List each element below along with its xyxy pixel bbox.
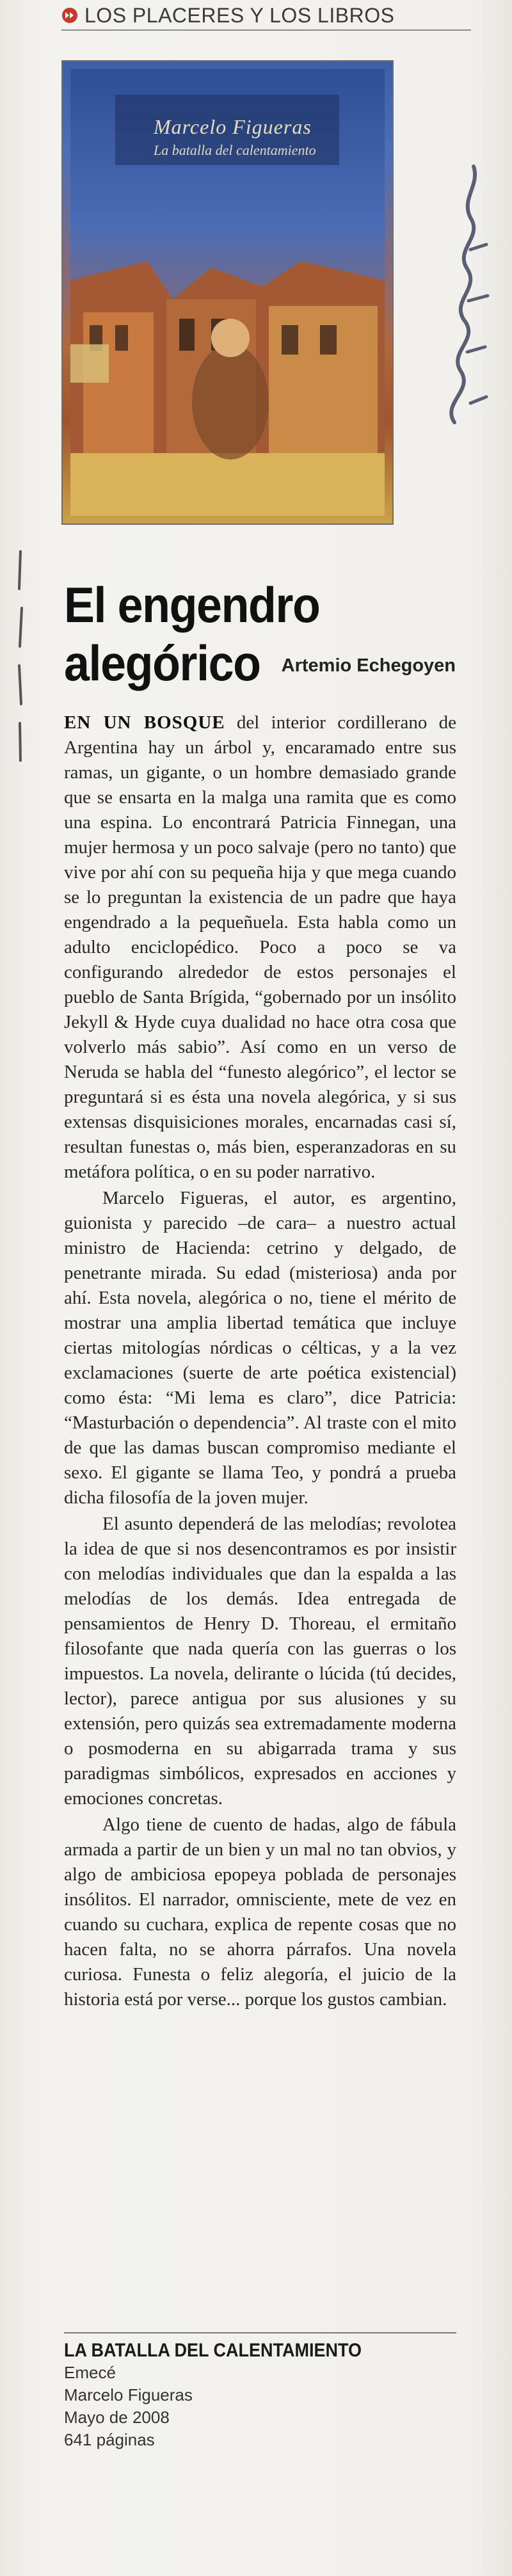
lead-in: EN UN BOSQUE [64, 712, 225, 733]
article-paragraph: El asunto dependerá de las melodías; revolotea la idea de que si nos desencontramos es por insistir con melodías individuales que dan la espalda a las melodías de los demás. Idea entregada de pensamientos de Henry D. Thoreau, el ermitaño filosofante que nada quería con las guerras o los impuestos. La novela, delirante o lúcida (tú decides, lector), parece antigua por sus alusiones y su extensión, pero quizás sea extremadamente moderna o posmoderna en su abigarrada trama y sus paradigmas simbólicos, expresados en acciones y emociones concretas. [64, 1514, 456, 1809]
book-pages: 641 páginas [64, 2430, 155, 2449]
paragraph-text: del interior cordillerano de Argentina hay un árbol y, encaramado entre sus ramas, un gigante, o un hombre demasiado grande que se ensarta en la malga una ramita que es como una espina. Lo encontrará Patricia Finnegan, una mujer hermosa y un poco salvaje (pero no tanto) que vive por ahí con su pequeña hija y que mega cuando se lo preguntan la existencia de un padre que haya engendrado a la pequeñuela. Esta habla como un adulto enciclopédico. Poco a poco se va configurando alrededor de estos personajes el pueblo de Santa Brígida, “gobernado por un insólito Jekyll & Hyde cuya dualidad no hace otra cosa que volverlo más sabio”. Así como en un verso de Neruda se habla del “funesto alegórico”, el lector se preguntará si es ésta una novela alegórica, y si sus extensas disquisiciones morales, encarnadas casi sí, resultan funestas o, más bien, esperanzadoras en su metáfora política, o en su poder narrativo. [64, 712, 456, 1182]
margin-scribble [12, 550, 29, 762]
book-date: Mayo de 2008 [64, 2408, 170, 2427]
book-publisher: Emecé [64, 2363, 116, 2382]
article-body [64, 710, 456, 2013]
book-info-box [64, 2340, 456, 2451]
section-header [61, 4, 394, 27]
book-author: Marcelo Figueras [64, 2385, 193, 2404]
book-cover-image [63, 61, 392, 524]
article-paragraph: Algo tiene de cuento de hadas, algo de fábula armada a partir de un bien y un mal no tan obvios, y algo de ambiciosa epopeya poblada de personajes insólitos. El narrador, omnisciente, mete de vez en cuando su cuchara, explica de repente cosas que no hacen falta, no se ahorra párrafos. Una novela curiosa. Funesta o feliz alegoría, el juicio de la historia está por verse... porque los gustos cambian. [64, 1814, 456, 2010]
info-divider [64, 2332, 456, 2333]
cover-title: La batalla del calentamiento [154, 142, 316, 158]
article-paragraph [64, 710, 456, 1185]
article-byline: Artemio Echegoyen [281, 655, 456, 676]
header-divider [61, 29, 471, 31]
section-title: LOS PLACERES Y LOS LIBROS [84, 3, 395, 27]
article-paragraph: Marcelo Figueras, el autor, es argentino, guionista y parecido –de cara– a nuestro actual ministro de Hacienda: cetrino y delgado, de penetrante mirada. Su edad (misteriosa) anda por ahí. Esta novela, alegórica o no, tiene el mérito de mostrar una amplia libertad temática que incluye ciertas mitologías nórdicas o célticas, y a la vez exclamaciones (suerte de arte poética existencial) como ésta: “Mi lema es claro”, dice Patricia: “Masturbación o dependencia”. Al traste con el mito de que las damas buscan compromiso mediante el sexo. El gigante se llama Teo, y pondrá a prueba dicha filosofía de la joven mujer. [64, 1188, 456, 1508]
double-arrow-icon [61, 7, 78, 24]
article-headline: El engendro alegórico [64, 577, 320, 691]
handwritten-note [435, 160, 499, 429]
cover-author: Marcelo Figueras [154, 115, 312, 138]
book-title: LA BATALLA DEL CALENTAMIENTO [64, 2340, 362, 2361]
